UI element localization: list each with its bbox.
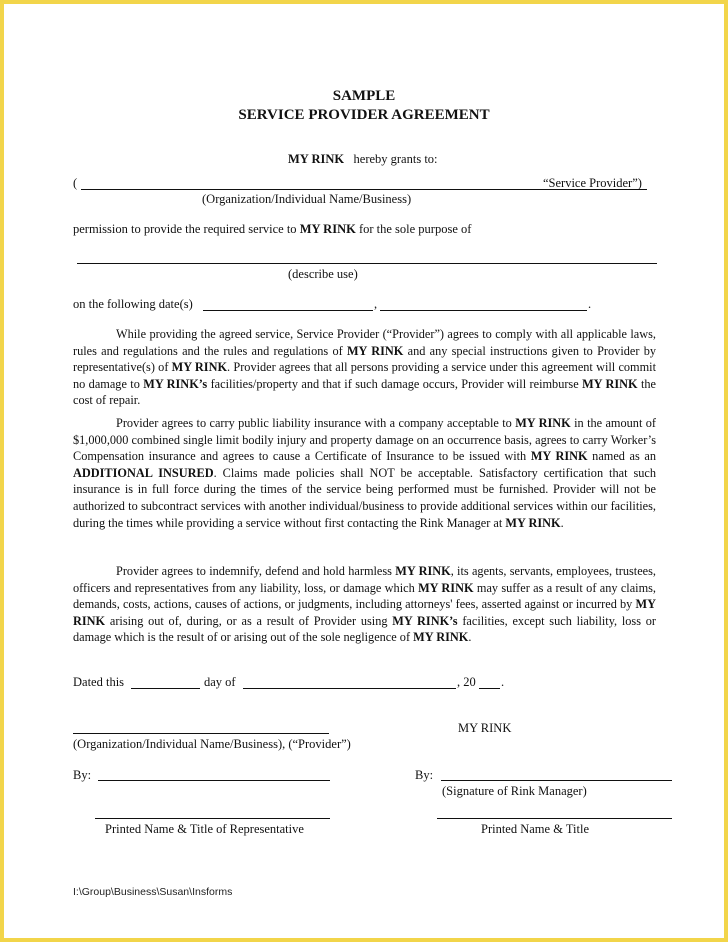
doc-title-agreement: SERVICE PROVIDER AGREEMENT [238,107,490,123]
describe-use-blank[interactable] [77,263,657,264]
permission-pre: permission to provide the required service to [73,222,300,236]
intro-rink-name: MY RINK [288,152,345,166]
dated-period: . [501,675,505,689]
provider-org-signature-blank[interactable] [73,733,329,734]
dates-comma: , [374,297,378,311]
footer-path: I:\Group\Business\Susan\Insforms [73,886,233,898]
doc-title-sample: SAMPLE [332,88,396,104]
permission-rink-name: MY RINK [299,222,356,236]
paragraph-insurance: Provider agrees to carry public liability insurance with a company acceptable to MY RINK in the amount of $1,000,000 combined single limit bodily injury and property damage on an occurrence basis, agrees to carry Worker’s Compensation insurance and agrees to cause a Certificate of Insurance to be issued with MY RINK named as an ADDITIONAL INSURED. Claims made policies shall NOT be acceptable. Satisfactory certification that such insurance is in full force during the times of the service being performed must be furnished. Provider will not be authorized to subcontract services with another individual/business to provide additional services within our facilities, during the times while providing a service without first contacting the Rink Manager at MY RINK. [73,416,657,530]
provider-org-caption: (Organization/Individual Name/Business), (“Provider”) [73,737,351,751]
paragraph-indemnify: Provider agrees to indemnify, defend and hold harmless MY RINK, its agents, servants, employees, trustees, officers and representatives from any liability, loss, or damage which MY RINK may suffer as a result of any claims, demands, costs, actions, causes of actions, or judgments, including attorneys' fees, asserted against or incurred by MY RINK arising out of, during, or as a result of Provider using MY RINK’s facilities, except such liability, loss or damage which is the result of or arising out of the sole negligence of MY RINK. [73,564,657,645]
dated-day-blank[interactable] [131,688,200,689]
rink-manager-caption: (Signature of Rink Manager) [442,784,587,798]
document-page [4,4,724,938]
dated-month-blank[interactable] [243,688,456,689]
date1-blank[interactable] [203,310,373,311]
by-right-label: By: [415,768,434,782]
intro-line [288,152,438,167]
permission-line [73,222,471,237]
rink-printed-blank[interactable] [437,818,672,819]
paragraph-compliance: While providing the agreed service, Service Provider (“Provider”) agrees to comply with all applicable laws, rules and regulations and the rules and regulations of MY RINK and any special instructions given to Provider by representative(s) of MY RINK. Provider agrees that all persons providing a service under this agreement will commit no damage to MY RINK’s facilities/property and that if such damage occurs, Provider will reimburse MY RINK the cost of repair. [73,327,657,408]
rink-org-name: MY RINK [458,721,512,735]
dated-dayof: day of [204,675,236,689]
dated-year-prefix: , 20 [457,675,476,689]
use-caption: (describe use) [288,267,358,281]
intro-rest: hereby grants to: [353,152,438,166]
representative-printed-caption: Printed Name & Title of Representative [105,822,304,836]
dated-label: Dated this [73,675,125,689]
provider-signature-blank[interactable] [98,780,330,781]
date2-blank[interactable] [380,310,587,311]
dated-year-blank[interactable] [479,688,500,689]
permission-post: for the sole purpose of [355,222,472,236]
rink-manager-signature-blank[interactable] [441,780,672,781]
dates-period: . [588,297,592,311]
org-caption: (Organization/Individual Name/Business) [202,192,412,206]
provider-label: “Service Provider”) [543,176,642,190]
by-left-label: By: [73,768,92,782]
representative-printed-blank[interactable] [95,818,330,819]
rink-printed-caption: Printed Name & Title [481,822,589,836]
provider-open-paren: ( [73,176,78,190]
dates-label: on the following date(s) [73,297,193,311]
